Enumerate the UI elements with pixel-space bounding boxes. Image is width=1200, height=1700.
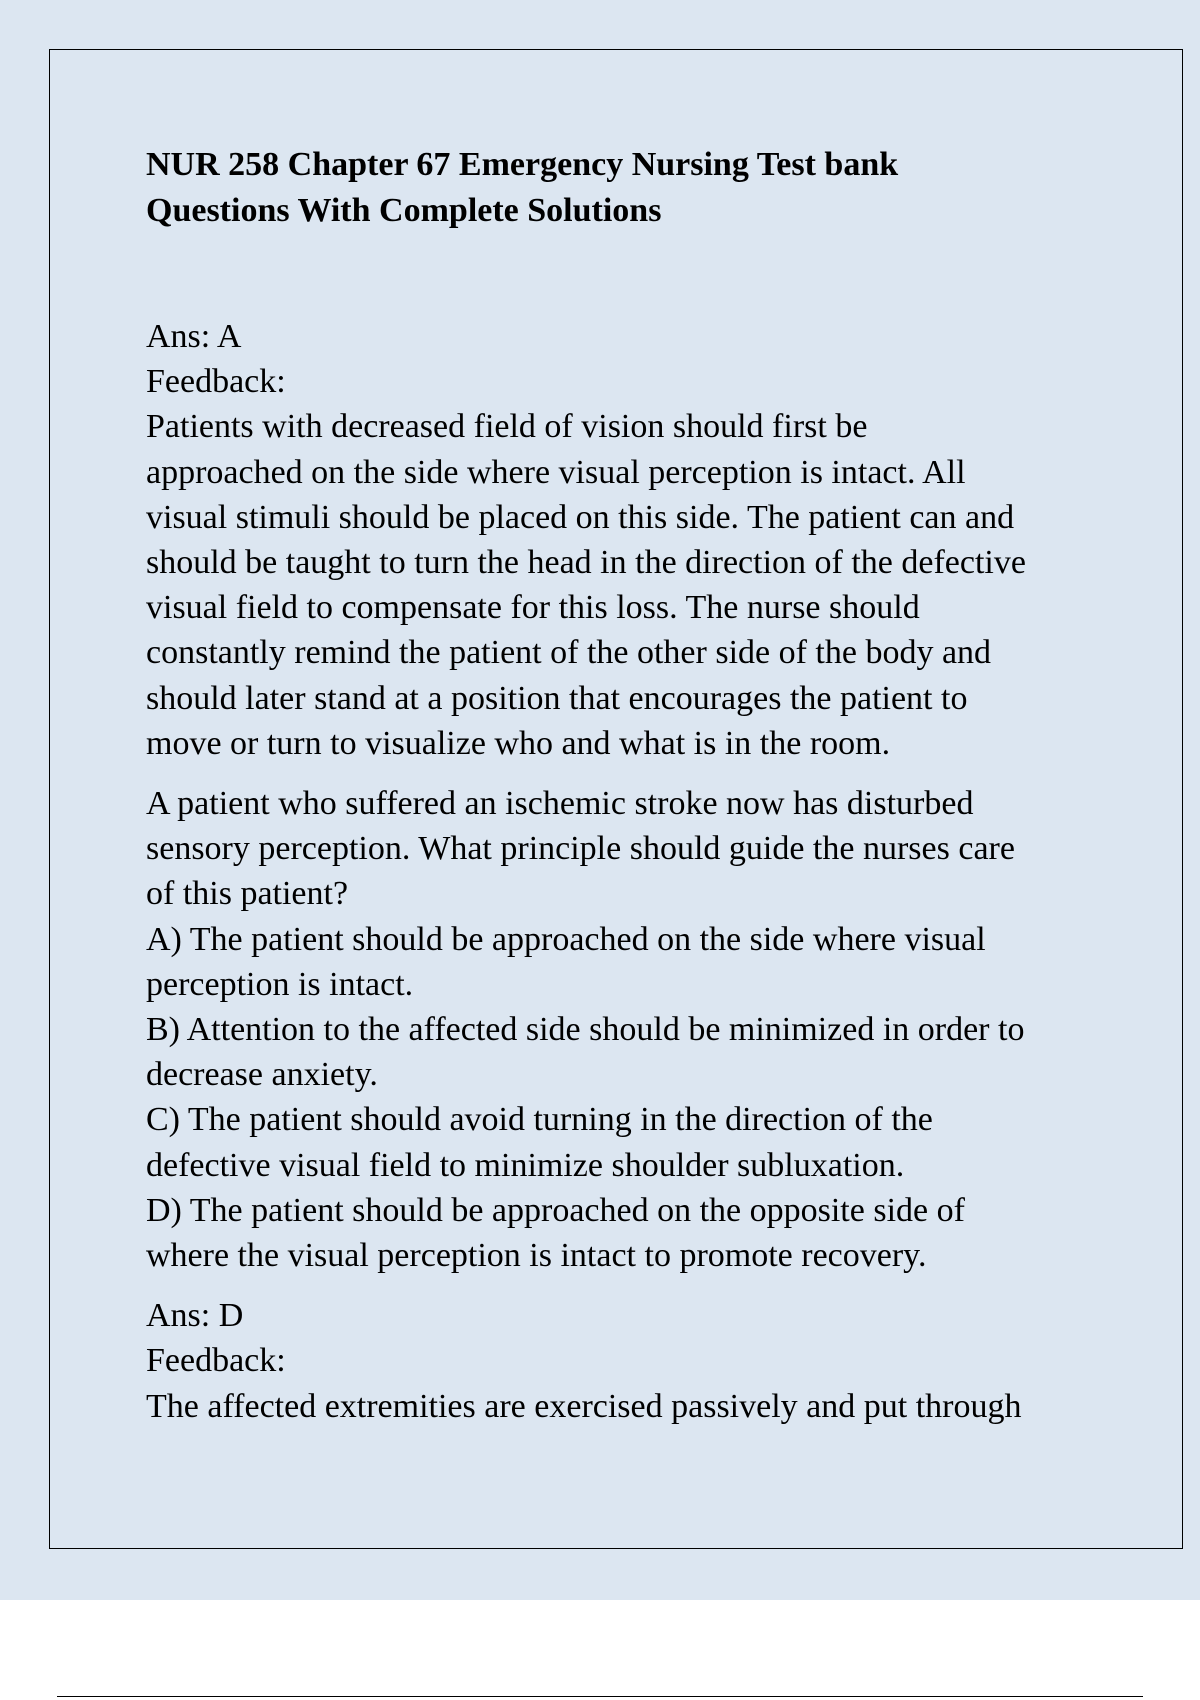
feedback-line: visual stimuli should be placed on this side. The patient can and <box>146 498 1015 536</box>
answer-line: Ans: A <box>146 318 242 355</box>
feedback-line: visual field to compensate for this loss. The nurse should <box>146 589 920 627</box>
option-line: decrease anxiety. <box>146 1056 378 1094</box>
question-stem-line: sensory perception. What principle should guide the nurses care <box>146 830 1015 868</box>
feedback-line: approached on the side where visual perception is intact. All <box>146 453 966 491</box>
option-line: A) The patient should be approached on the side where visual <box>146 920 986 958</box>
option-line: D) The patient should be approached on the opposite side of <box>146 1191 965 1229</box>
option-b <box>146 1007 1106 1097</box>
feedback-label: Feedback: <box>146 1342 286 1380</box>
feedback-line: should later stand at a position that encourages the patient to <box>146 679 968 717</box>
spacer <box>146 766 1106 781</box>
feedback-line: Patients with decreased field of vision should first be <box>146 408 868 446</box>
spacer <box>146 234 1106 314</box>
feedback-line: constantly remind the patient of the other side of the body and <box>146 634 992 672</box>
document-title <box>146 142 1106 234</box>
document-content <box>146 142 1106 1429</box>
answer-block <box>146 314 1106 766</box>
option-line: perception is intact. <box>146 965 414 1003</box>
option-c <box>146 1097 1106 1187</box>
question-block <box>146 781 1106 1278</box>
feedback-label: Feedback: <box>146 363 286 401</box>
feedback-line: should be taught to turn the head in the direction of the defective <box>146 544 1026 582</box>
question-stem-line: of this patient? <box>146 875 349 913</box>
option-line: defective visual field to minimize shoulder subluxation. <box>146 1146 905 1184</box>
title-line: Questions With Complete Solutions <box>146 192 662 229</box>
option-line: C) The patient should avoid turning in the direction of the <box>146 1101 933 1139</box>
spacer <box>146 1278 1106 1293</box>
option-line: B) Attention to the affected side should be minimized in order to <box>146 1011 1025 1049</box>
answer-line: Ans: D <box>146 1297 244 1335</box>
title-line: NUR 258 Chapter 67 Emergency Nursing Test bank <box>146 146 899 183</box>
option-d <box>146 1188 1106 1278</box>
question-stem-line: A patient who suffered an ischemic stroke now has disturbed <box>146 785 974 823</box>
option-a <box>146 917 1106 1007</box>
footer-rule <box>57 1696 1143 1697</box>
feedback-line: The affected extremities are exercised passively and put through <box>146 1387 1022 1425</box>
feedback-line: move or turn to visualize who and what is in the room. <box>146 724 891 762</box>
answer-block <box>146 1293 1106 1429</box>
option-line: where the visual perception is intact to promote recovery. <box>146 1237 927 1275</box>
